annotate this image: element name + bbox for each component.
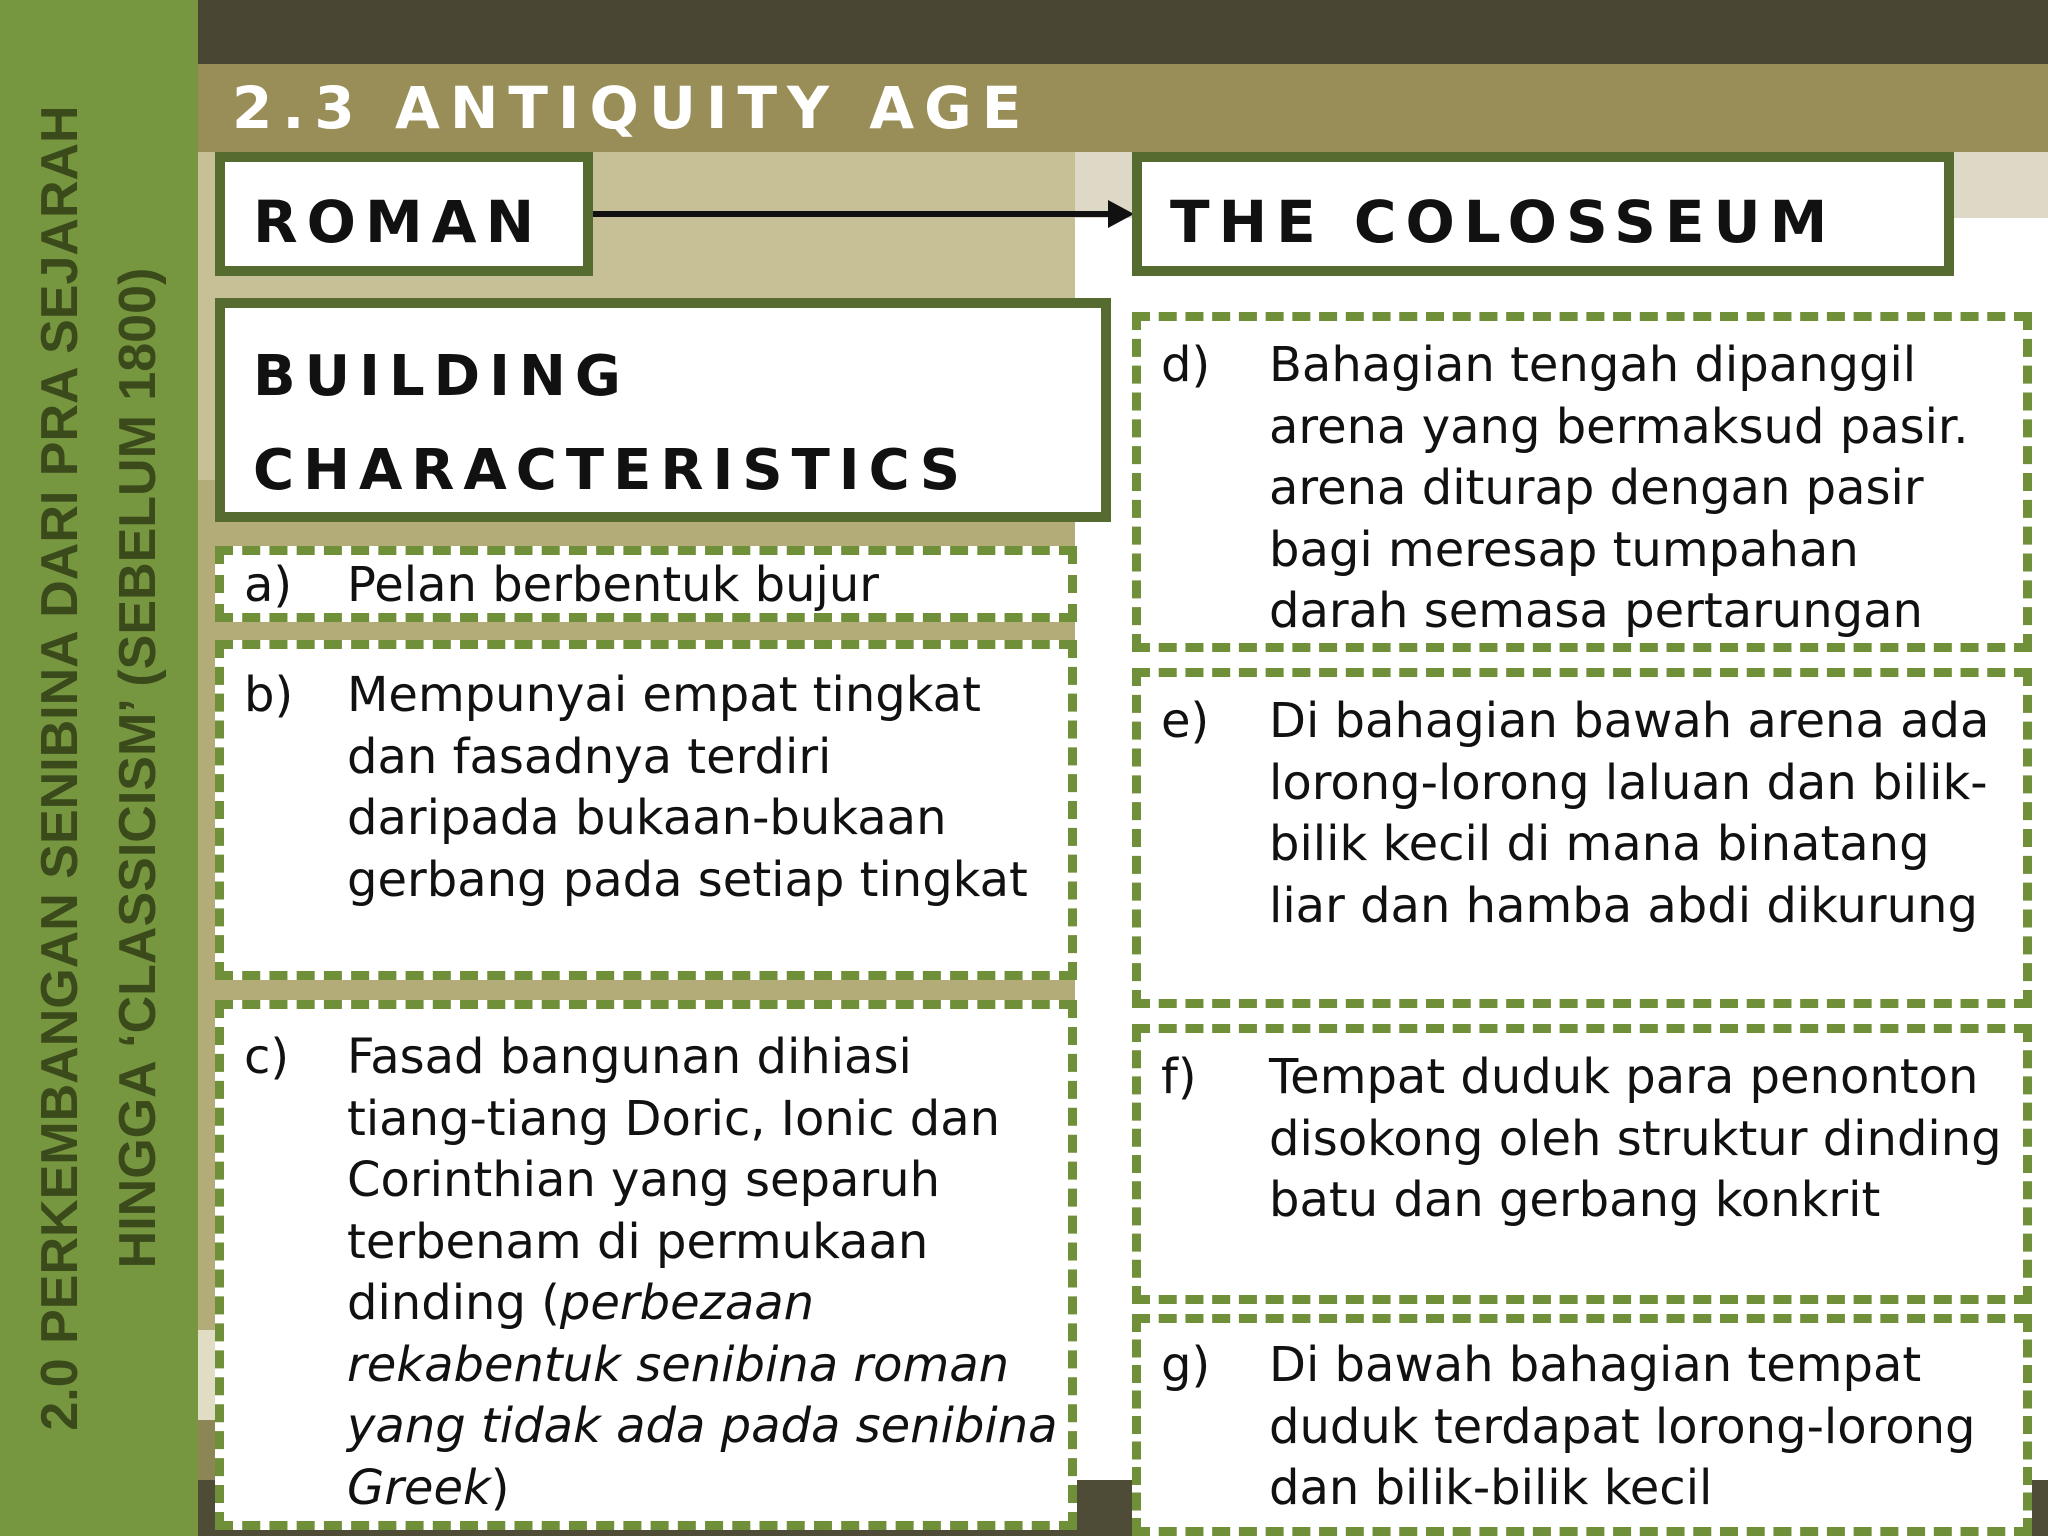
- item-text-wrapper: [347, 1027, 1058, 1519]
- arrow-line: [593, 211, 1115, 217]
- item-text: Fasad bangunan dihiasi tiang-tiang Doric, Ionic dan Corinthian yang separuh terbenam di permukaan dinding (: [347, 1029, 1001, 1331]
- item-label: d): [1161, 337, 1211, 393]
- colosseum-heading: THE COLOSSEUM: [1132, 152, 1954, 276]
- characteristic-item-a: [215, 546, 1077, 622]
- item-text: Pelan berbentuk bujur: [347, 557, 880, 613]
- section-heading-line1: 2.0 PERKEMBANGAN SENIBINA DARI PRA SEJARAH: [31, 105, 89, 1431]
- section-heading-vertical: [21, 18, 177, 1518]
- colosseum-item-e: [1132, 668, 2032, 1008]
- heading-line: BUILDING: [253, 344, 630, 409]
- arrow-head-icon: [1108, 200, 1134, 228]
- item-label: f): [1161, 1049, 1197, 1105]
- colosseum-item-f: [1132, 1024, 2032, 1304]
- section-heading-line2: HINGGA ‘CLASSICISM’ (SEBELUM 1800): [109, 267, 167, 1269]
- page-title: 2.3 ANTIQUITY AGE: [232, 74, 1032, 142]
- item-label: c): [244, 1029, 290, 1085]
- item-label: g): [1161, 1337, 1211, 1393]
- item-label: e): [1161, 693, 1210, 749]
- item-label: a): [244, 557, 293, 613]
- building-characteristics-heading: [215, 298, 1111, 522]
- characteristic-item-b: [215, 640, 1077, 980]
- colosseum-item-g: [1132, 1314, 2032, 1536]
- item-text: Tempat duduk para penonton disokong oleh struktur dinding batu dan gerbang konkrit: [1269, 1049, 2002, 1228]
- item-text-close: ): [490, 1459, 510, 1516]
- top-bar: [198, 0, 2048, 64]
- heading-line: CHARACTERISTICS: [253, 438, 970, 503]
- item-label: b): [244, 667, 294, 723]
- item-text: Bahagian tengah dipanggil arena yang bermaksud pasir. arena diturap dengan pasir bagi meresap tumpahan darah semasa pertarungan: [1269, 337, 1969, 639]
- item-text: Di bahagian bawah arena ada lorong-lorong laluan dan bilik-bilik kecil di mana binatang liar dan hamba abdi dikurung: [1269, 693, 1990, 934]
- colosseum-item-d: [1132, 312, 2032, 652]
- item-text: Mempunyai empat tingkat dan fasadnya terdiri daripada bukaan-bukaan gerbang pada setiap tingkat: [347, 667, 1028, 908]
- item-text-italic: perbezaan rekabentuk senibina roman yang tidak ada pada senibina Greek: [347, 1275, 1058, 1516]
- characteristic-item-c: [215, 1000, 1077, 1530]
- item-text: Di bawah bahagian tempat duduk terdapat lorong-lorong dan bilik-bilik kecil: [1269, 1337, 1976, 1516]
- roman-heading: ROMAN: [215, 152, 593, 276]
